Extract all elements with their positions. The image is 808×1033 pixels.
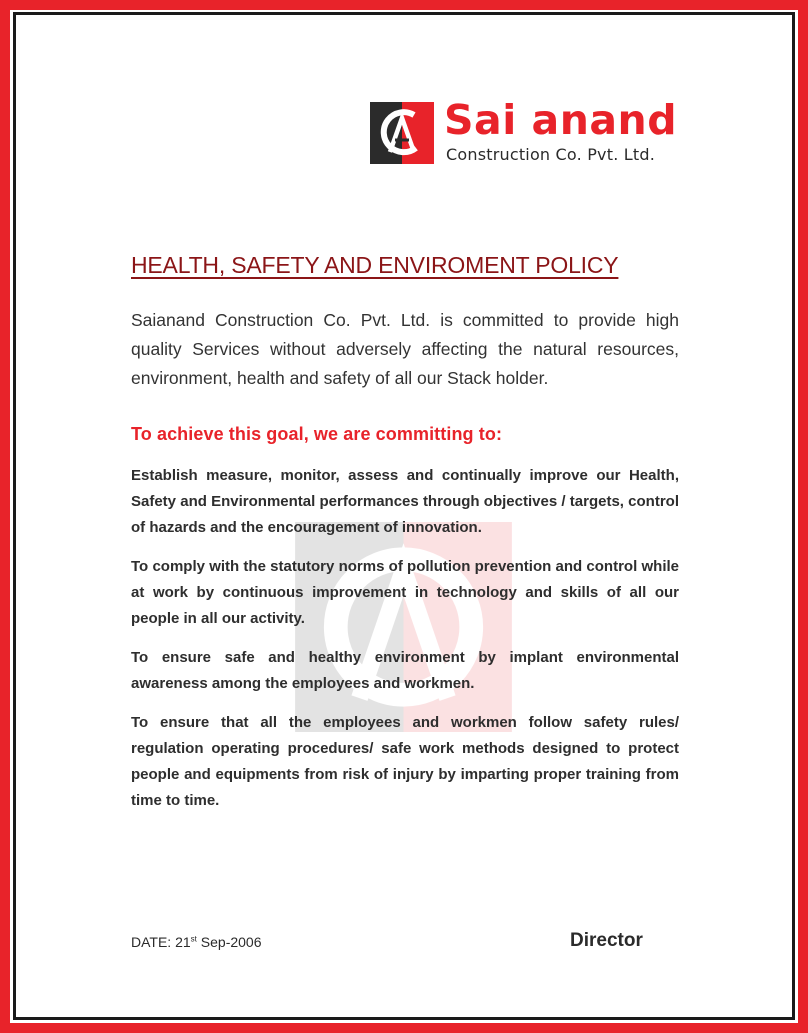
date-ordinal: st	[190, 934, 197, 944]
policy-date	[131, 934, 262, 950]
commitment-item: Establish measure, monitor, assess and continually improve our Health, Safety and Environmental performances through objectives / targets, control of hazards and the encouragement of innovation.	[131, 467, 679, 536]
commitment-item: To ensure that all the employees and workmen follow safety rules/ regulation operating procedures/ safe work methods designed to protect people and equipments from risk of injury by imparting proper training from time to time.	[131, 714, 679, 809]
signatory-title: Director	[570, 930, 643, 951]
policy-title: HEALTH, SAFETY AND ENVIROMENT POLICY	[131, 252, 619, 278]
logo-company-name: Sai anand	[444, 96, 678, 144]
sai-anand-logo-icon	[370, 102, 434, 164]
commitment-item: To comply with the statutory norms of pollution prevention and control while at work by continuous improvement in technology and skills of all our people in all our activity.	[131, 558, 679, 627]
policy-intro: Saianand Construction Co. Pvt. Ltd. is committed to provide high quality Services without adversely affecting the natural resources, environment, health and safety of all our Stack holder.	[131, 310, 679, 388]
commitments-list	[131, 463, 679, 827]
company-logo	[370, 96, 690, 164]
commitment-item: To ensure safe and healthy environment by implant environmental awareness among the employees and workmen.	[131, 649, 679, 692]
date-rest: Sep-2006	[196, 934, 262, 950]
logo-company-subtitle: Construction Co. Pvt. Ltd.	[446, 145, 656, 164]
commitments-heading: To achieve this goal, we are committing to:	[131, 424, 503, 444]
date-label: DATE: 21	[131, 934, 191, 950]
